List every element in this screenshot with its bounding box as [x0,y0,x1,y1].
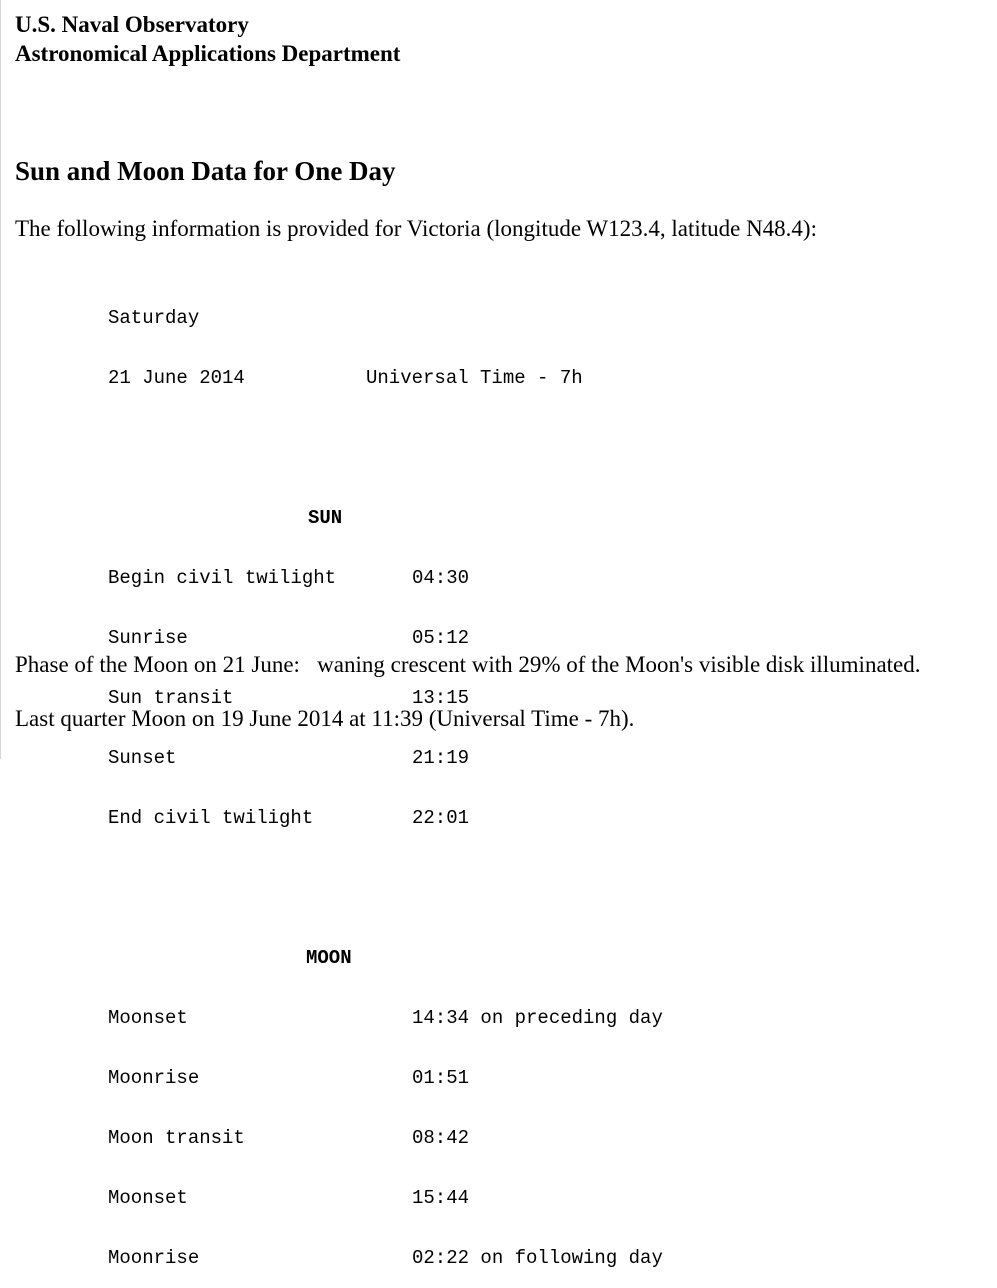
sun-row-label: Sunset [108,747,177,769]
sun-row [108,568,663,588]
time-zone: Universal Time - 7h [366,367,583,389]
moon-row-value: 15:44 [412,1187,470,1209]
moon-row-label: Moonrise [108,1247,200,1269]
sun-row-value: 21:19 [412,747,470,769]
sun-row [108,808,663,828]
sun-row-value: 05:12 [412,627,470,649]
sun-row-label: Sun transit [108,687,234,709]
moon-row-value: 02:22 on following day [412,1247,663,1269]
weekday: Saturday [108,307,200,329]
moon-phase-line [15,651,921,679]
date: 21 June 2014 [108,367,245,389]
sun-row-label: Begin civil twilight [108,567,337,589]
page-title: Sun and Moon Data for One Day [15,156,396,186]
sun-section-heading [108,508,663,528]
moon-row-value: 08:42 [412,1127,470,1149]
sun-moon-data-table [108,268,663,1288]
sun-row [108,628,663,648]
moon-heading: MOON [306,947,352,969]
moon-row-value: 14:34 on preceding day [412,1007,663,1029]
moon-row-label: Moonset [108,1007,188,1029]
moon-row-label: Moonset [108,1187,188,1209]
sun-row-value: 13:15 [412,687,470,709]
moon-row [108,1008,663,1028]
sun-row-value: 04:30 [412,567,470,589]
date-row [108,368,663,388]
organization-name: U.S. Naval Observatory [15,12,249,37]
sun-heading: SUN [308,507,343,529]
left-window-edge [0,0,3,759]
moon-row-value: 01:51 [412,1067,470,1089]
sun-row-label: Sunrise [108,627,188,649]
moon-row [108,1248,663,1268]
moon-phase-label: Phase of the Moon on 21 June: [15,652,300,677]
moon-phase-text: waning crescent with 29% of the Moon's visible disk illuminated. [317,652,921,677]
sun-row-label: End civil twilight [108,807,314,829]
moon-row-label: Moon transit [108,1127,245,1149]
last-quarter-line: Last quarter Moon on 19 June 2014 at 11:39 (Universal Time - 7h). [15,706,635,731]
organization-header [15,10,400,68]
sun-row [108,748,663,768]
moon-row [108,1128,663,1148]
department-name: Astronomical Applications Department [15,41,401,66]
location-intro: The following information is provided for Victoria (longitude W123.4, latitude N48.4): [15,216,817,241]
sun-row-value: 22:01 [412,807,470,829]
moon-row-label: Moonrise [108,1067,200,1089]
moon-row [108,1068,663,1088]
moon-section-heading [108,948,663,968]
moon-row [108,1188,663,1208]
